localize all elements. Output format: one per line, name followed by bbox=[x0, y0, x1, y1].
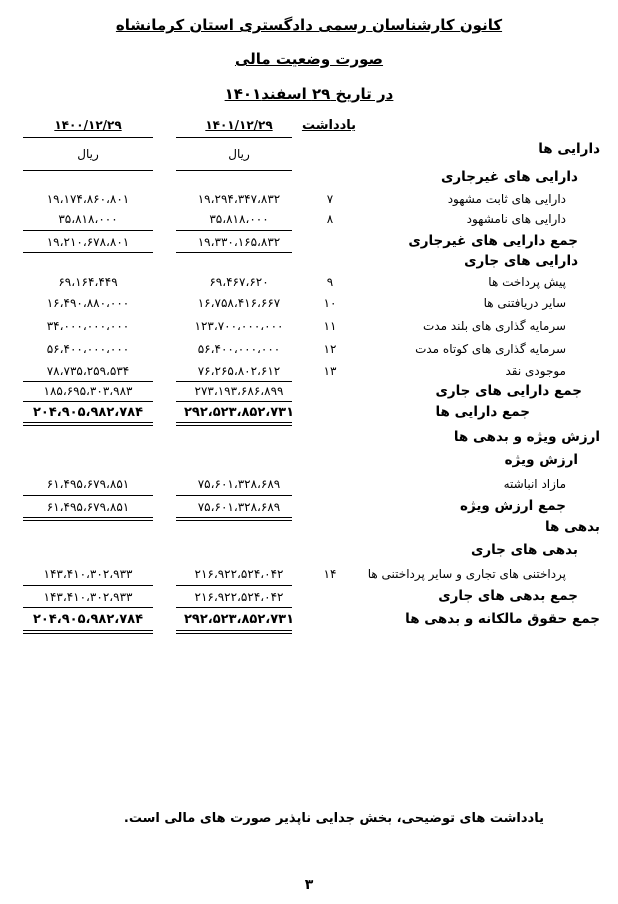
grand-total-current: ۲۹۲،۵۲۳،۸۵۲،۷۳۱ bbox=[183, 612, 295, 627]
subtotal-rule bbox=[23, 585, 153, 586]
header-rule-current bbox=[176, 137, 292, 138]
row-current: ۳۵،۸۱۸،۰۰۰ bbox=[209, 212, 269, 226]
row-label: پرداختنی های تجاری و سایر پرداختنی ها bbox=[367, 567, 566, 581]
row-current: ۱۶،۷۵۸،۴۱۶،۶۶۷ bbox=[197, 296, 281, 310]
subtotal-rule bbox=[176, 495, 292, 496]
row-label: سایر دریافتنی ها bbox=[483, 296, 566, 310]
equity-liabilities-heading: ارزش ویژه و بدهی ها bbox=[453, 429, 600, 445]
row-note: ۱۲ bbox=[323, 342, 337, 356]
subtotal-rule bbox=[176, 230, 292, 231]
row-note: ۱۴ bbox=[323, 567, 337, 581]
equity-heading: ارزش ویژه bbox=[504, 452, 578, 468]
total-double-rule bbox=[176, 422, 292, 426]
liabilities-heading: بدهی ها bbox=[544, 519, 600, 535]
subtotal-rule bbox=[176, 381, 292, 382]
row-previous: ۱۶،۴۹۰،۸۸۰،۰۰۰ bbox=[46, 296, 130, 310]
statement-title: صورت وضعیت مالی bbox=[234, 50, 384, 68]
assets-heading: دارایی ها bbox=[538, 141, 600, 157]
previous-unit: ریال bbox=[77, 147, 99, 161]
row-current: ۱۲۳،۷۰۰،۰۰۰،۰۰۰ bbox=[194, 319, 284, 333]
subtotal-rule bbox=[23, 252, 153, 253]
current-assets-heading: دارایی های جاری bbox=[464, 253, 578, 269]
row-note: ۱۱ bbox=[323, 319, 337, 333]
total-assets-previous: ۲۰۴،۹۰۵،۹۸۲،۷۸۴ bbox=[32, 405, 144, 420]
equity-total-current: ۷۵،۶۰۱،۳۲۸،۶۸۹ bbox=[197, 500, 281, 514]
row-current: ۵۶،۴۰۰،۰۰۰،۰۰۰ bbox=[197, 342, 281, 356]
grand-total-previous: ۲۰۴،۹۰۵،۹۸۲،۷۸۴ bbox=[32, 612, 144, 627]
row-current: ۷۵،۶۰۱،۳۲۸،۶۸۹ bbox=[197, 477, 281, 491]
footer-note: یادداشت های توضیحی، بخش جدایی ناپذیر صورت های مالی است. bbox=[123, 811, 544, 826]
row-label: دارایی های ثابت مشهود bbox=[447, 192, 566, 206]
row-previous: ۶۱،۴۹۵،۶۷۹،۸۵۱ bbox=[46, 477, 130, 491]
row-previous: ۵۶،۴۰۰،۰۰۰،۰۰۰ bbox=[46, 342, 130, 356]
subtotal-rule bbox=[23, 381, 153, 382]
subtotal-rule bbox=[176, 401, 292, 402]
current-unit: ریال bbox=[228, 147, 250, 161]
row-note: ۱۰ bbox=[323, 296, 337, 310]
row-previous: ۳۴،۰۰۰،۰۰۰،۰۰۰ bbox=[46, 319, 130, 333]
current-assets-total-previous: ۱۸۵،۶۹۵،۳۰۳،۹۸۳ bbox=[43, 384, 133, 398]
non-current-total-label: جمع دارایی های غیرجاری bbox=[408, 233, 578, 249]
non-current-assets-heading: دارایی های غیرجاری bbox=[441, 169, 578, 185]
row-previous: ۱۴۳،۴۱۰،۳۰۲،۹۳۳ bbox=[43, 567, 133, 581]
equity-total-label: جمع ارزش ویژه bbox=[459, 498, 566, 514]
current-year-header: ۱۴۰۱/۱۲/۲۹ bbox=[205, 118, 273, 132]
liabilities-total-previous: ۱۴۳،۴۱۰،۳۰۲،۹۳۳ bbox=[43, 590, 133, 604]
unit-rule-current bbox=[176, 170, 292, 171]
total-double-rule bbox=[176, 630, 292, 634]
statement-date: در تاریخ ۲۹ اسفند۱۴۰۱ bbox=[224, 85, 394, 103]
row-current: ۶۹،۴۶۷،۶۲۰ bbox=[209, 275, 269, 289]
row-label: سرمایه گذاری های کوتاه مدت bbox=[415, 342, 566, 356]
unit-rule-previous bbox=[23, 170, 153, 171]
subtotal-rule bbox=[23, 230, 153, 231]
current-assets-total-current: ۲۷۳،۱۹۳،۶۸۶،۸۹۹ bbox=[194, 384, 284, 398]
total-double-rule bbox=[176, 517, 292, 521]
row-label: مازاد انباشته bbox=[503, 477, 566, 491]
non-current-total-current: ۱۹،۳۳۰،۱۶۵،۸۳۲ bbox=[197, 235, 281, 249]
total-assets-label: جمع دارایی ها bbox=[435, 404, 530, 420]
liabilities-total-label: جمع بدهی های جاری bbox=[438, 588, 578, 604]
header-rule-previous bbox=[23, 137, 153, 138]
row-note: ۹ bbox=[326, 275, 334, 289]
row-label: موجودی نقد bbox=[505, 364, 566, 378]
row-note: ۸ bbox=[326, 212, 334, 226]
equity-total-previous: ۶۱،۴۹۵،۶۷۹،۸۵۱ bbox=[46, 500, 130, 514]
page-number: ۳ bbox=[304, 877, 314, 893]
previous-year-header: ۱۴۰۰/۱۲/۲۹ bbox=[54, 118, 122, 132]
subtotal-rule bbox=[23, 401, 153, 402]
row-note: ۱۳ bbox=[323, 364, 337, 378]
row-previous: ۳۵،۸۱۸،۰۰۰ bbox=[58, 212, 118, 226]
current-liabilities-heading: بدهی های جاری bbox=[470, 542, 578, 558]
row-label: سرمایه گذاری های بلند مدت bbox=[423, 319, 566, 333]
total-double-rule bbox=[23, 422, 153, 426]
row-note: ۷ bbox=[326, 192, 334, 206]
subtotal-rule bbox=[176, 585, 292, 586]
row-current: ۷۶،۲۶۵،۸۰۲،۶۱۲ bbox=[197, 364, 281, 378]
row-previous: ۶۹،۱۶۴،۴۴۹ bbox=[58, 275, 118, 289]
row-previous: ۱۹،۱۷۴،۸۶۰،۸۰۱ bbox=[46, 192, 130, 206]
grand-total-label: جمع حقوق مالکانه و بدهی ها bbox=[405, 611, 600, 627]
row-current: ۱۹،۲۹۴،۳۴۷،۸۳۲ bbox=[197, 192, 281, 206]
liabilities-total-current: ۲۱۶،۹۲۲،۵۲۴،۰۴۲ bbox=[194, 590, 284, 604]
row-label: دارایی های نامشهود bbox=[466, 212, 566, 226]
total-double-rule bbox=[23, 517, 153, 521]
current-assets-total-label: جمع دارایی های جاری bbox=[435, 383, 582, 399]
subtotal-rule bbox=[23, 495, 153, 496]
row-current: ۲۱۶،۹۲۲،۵۲۴،۰۴۲ bbox=[194, 567, 284, 581]
subtotal-rule bbox=[23, 607, 153, 608]
row-previous: ۷۸،۷۳۵،۲۵۹،۵۳۴ bbox=[46, 364, 130, 378]
subtotal-rule bbox=[176, 252, 292, 253]
row-label: پیش پرداخت ها bbox=[488, 275, 566, 289]
subtotal-rule bbox=[176, 607, 292, 608]
non-current-total-previous: ۱۹،۲۱۰،۶۷۸،۸۰۱ bbox=[46, 235, 130, 249]
note-column-header: یادداشت bbox=[301, 118, 357, 133]
company-title: کانون کارشناسان رسمی دادگستری استان کرمانشاه bbox=[115, 16, 503, 34]
total-assets-current: ۲۹۲،۵۲۳،۸۵۲،۷۳۱ bbox=[183, 405, 295, 420]
total-double-rule bbox=[23, 630, 153, 634]
